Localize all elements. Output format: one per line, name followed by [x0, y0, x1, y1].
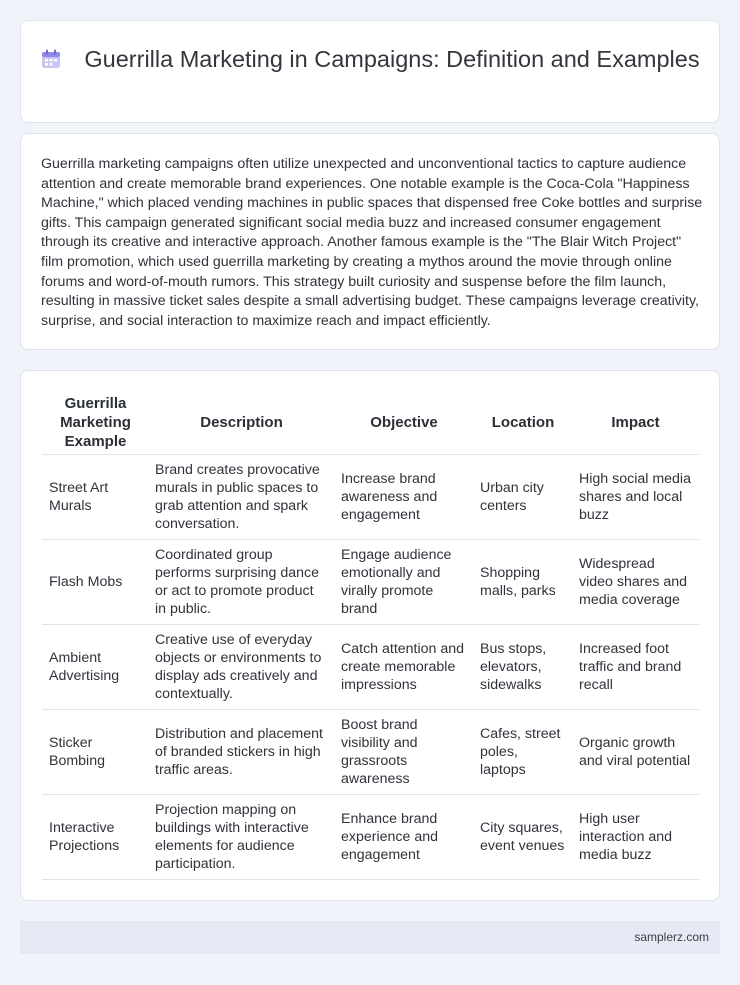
cell-impact: Increased foot traffic and brand recall: [573, 624, 699, 709]
cell-example: Sticker Bombing: [43, 709, 149, 794]
cell-location: Shopping malls, parks: [474, 539, 573, 624]
cell-objective: Increase brand awareness and engagement: [335, 454, 474, 539]
examples-table: [42, 391, 699, 880]
page-title-wrap: [21, 45, 719, 74]
table-row: [43, 794, 699, 879]
cell-description: Brand creates provocative murals in public spaces to grab attention and spark conversation.: [149, 454, 335, 539]
cell-impact: High user interaction and media buzz: [573, 794, 699, 879]
column-header-location: Location: [474, 391, 573, 454]
column-header-example: Guerrilla Marketing Example: [43, 391, 149, 454]
intro-card: [20, 133, 720, 350]
table-header-row: [43, 391, 699, 454]
cell-description: Creative use of everyday objects or environments to display ads creatively and contextually.: [149, 624, 335, 709]
intro-paragraph: Guerrilla marketing campaigns often utilize unexpected and unconventional tactics to capture audience attention and create memorable brand experiences. One notable example is the Coca-Cola "Happiness Machine," which placed vending machines in public spaces that dispensed free Coke bottles and surprise gifts. This campaign generated significant social media buzz and increased consumer engagement through its creative and interactive approach. Another famous example is the "The Blair Witch Project" film promotion, which used guerrilla marketing by creating a mythos around the movie through online forums and word-of-mouth rumors. This strategy built curiosity and suspense before the film launch, resulting in massive ticket sales despite a small advertising budget. These campaigns leverage creativity, surprise, and social interaction to maximize reach and impact efficiently.: [41, 156, 703, 329]
column-header-impact: Impact: [573, 391, 699, 454]
table-card: [20, 370, 720, 901]
table-row: [43, 454, 699, 539]
cell-example: Ambient Advertising: [43, 624, 149, 709]
cell-example: Street Art Murals: [43, 454, 149, 539]
calendar-icon: [40, 48, 62, 70]
footer-site-link[interactable]: samplerz.com: [634, 930, 709, 944]
cell-location: Urban city centers: [474, 454, 573, 539]
cell-objective: Engage audience emotionally and virally promote brand: [335, 539, 474, 624]
cell-location: Cafes, street poles, laptops: [474, 709, 573, 794]
cell-impact: High social media shares and local buzz: [573, 454, 699, 539]
cell-description: Distribution and placement of branded stickers in high traffic areas.: [149, 709, 335, 794]
cell-objective: Catch attention and create memorable impressions: [335, 624, 474, 709]
cell-description: Coordinated group performs surprising dance or act to promote product in public.: [149, 539, 335, 624]
title-card: [20, 20, 720, 123]
column-header-description: Description: [149, 391, 335, 454]
footer-bar: [20, 921, 720, 954]
cell-objective: Enhance brand experience and engagement: [335, 794, 474, 879]
cell-location: City squares, event venues: [474, 794, 573, 879]
cell-impact: Widespread video shares and media coverage: [573, 539, 699, 624]
table-row: [43, 709, 699, 794]
cell-description: Projection mapping on buildings with interactive elements for audience participation.: [149, 794, 335, 879]
cell-location: Bus stops, elevators, sidewalks: [474, 624, 573, 709]
cell-example: Interactive Projections: [43, 794, 149, 879]
cell-impact: Organic growth and viral potential: [573, 709, 699, 794]
page-title: Guerrilla Marketing in Campaigns: Definition and Examples: [84, 46, 700, 72]
column-header-objective: Objective: [335, 391, 474, 454]
cell-objective: Boost brand visibility and grassroots awareness: [335, 709, 474, 794]
table-row: [43, 539, 699, 624]
table-row: [43, 624, 699, 709]
cell-example: Flash Mobs: [43, 539, 149, 624]
